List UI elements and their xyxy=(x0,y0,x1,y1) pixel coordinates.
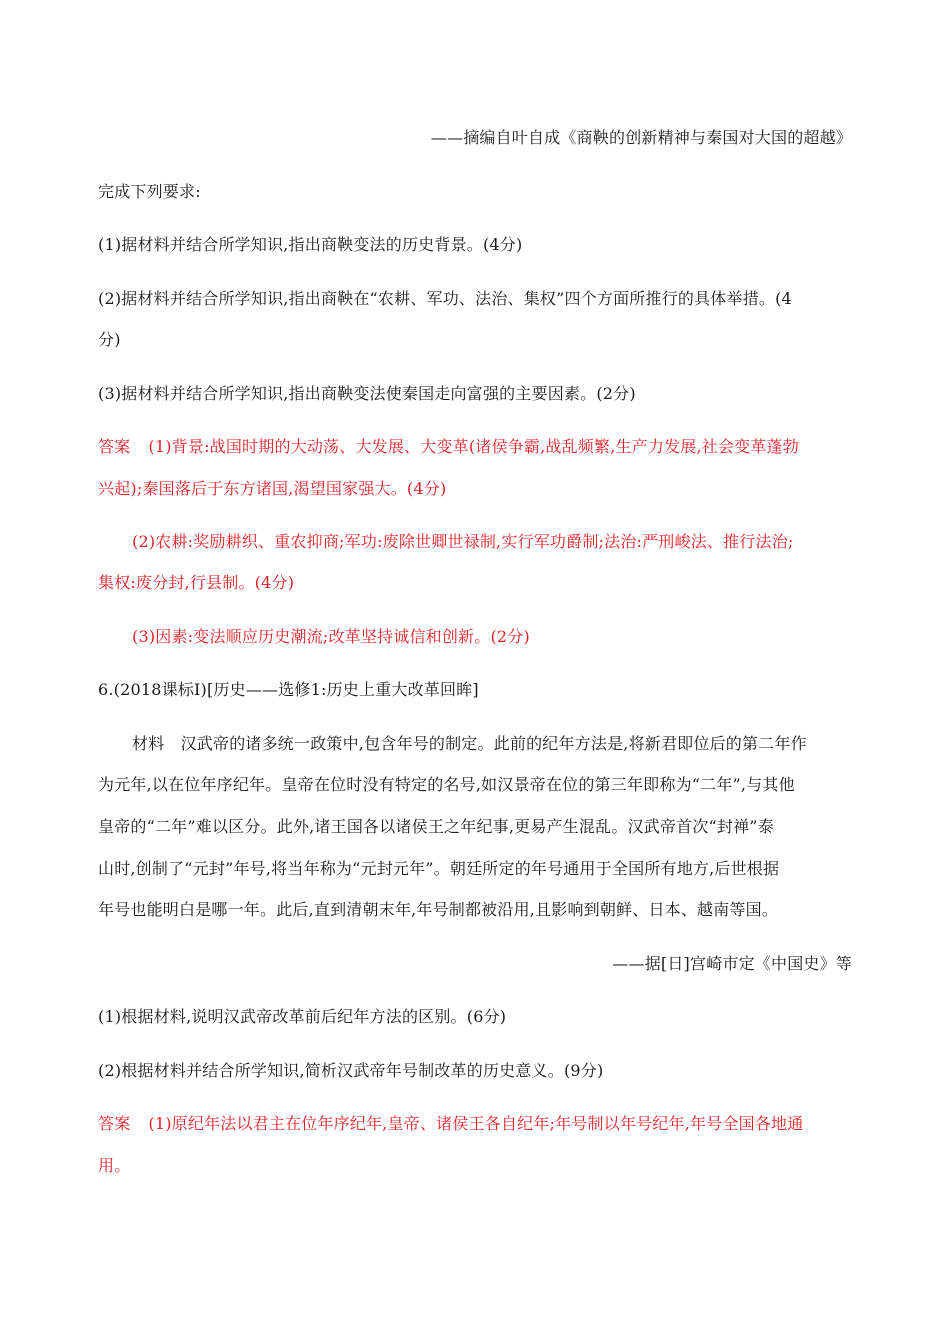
answer-label: 答案 xyxy=(98,1114,131,1133)
answer-2-line-2: 集权:废分封,行县制。(4分) xyxy=(98,573,295,592)
answer-1-text: (1)背景:战国时期的大动荡、大发展、大变革(诸侯争霸,战乱频繁,生产力发展,社会变革蓬勃 xyxy=(148,437,799,456)
citation-top: ——摘编自叶自成《商鞅的创新精神与秦国对大国的超越》 xyxy=(430,128,852,147)
question-3: (3)据材料并结合所学知识,指出商鞅变法使秦国走向富强的主要因素。(2分) xyxy=(98,384,636,403)
question-2-line-1: (2)据材料并结合所学知识,指出商鞅在“农耕、军功、法治、集权”四个方面所推行的具体举措。(4 xyxy=(98,289,792,308)
material-line-4: 山时,创制了“元封”年号,将当年称为“元封元年”。朝廷所定的年号通用于全国所有地方,后世根据 xyxy=(98,859,780,878)
material-line-5: 年号也能明白是哪一年。此后,直到清朝末年,年号制都被沿用,且影响到朝鲜、日本、越南等国。 xyxy=(98,900,779,919)
question-6-heading: 6.(2018课标Ⅰ)[历史——选修1:历史上重大改革回眸] xyxy=(98,680,479,699)
answer-1-line-2: 兴起);秦国落后于东方诸国,渴望国家强大。(4分) xyxy=(98,479,447,498)
answer-6-1-line-1 xyxy=(98,1112,858,1136)
question-6-1: (1)根据材料,说明汉武帝改革前后纪年方法的区别。(6分) xyxy=(98,1007,507,1026)
answer-label: 答案 xyxy=(98,437,131,456)
answer-6-1-line-2: 用。 xyxy=(98,1156,131,1175)
instruction: 完成下列要求: xyxy=(98,182,201,201)
question-1: (1)据材料并结合所学知识,指出商鞅变法的历史背景。(4分) xyxy=(98,235,523,254)
question-2-line-2: 分) xyxy=(98,330,121,349)
citation-mid: ——据[日]宫崎市定《中国史》等 xyxy=(612,954,852,973)
material-line-3: 皇帝的“二年”难以区分。此外,诸王国各以诸侯王之年纪事,更易产生混乱。汉武帝首次“封禅”泰 xyxy=(98,817,774,836)
answer-6-1-text: (1)原纪年法以君主在位年序纪年,皇帝、诸侯王各自纪年;年号制以年号纪年,年号全国各地通 xyxy=(148,1114,804,1133)
answer-3: (3)因素:变法顺应历史潮流;改革坚持诚信和创新。(2分) xyxy=(132,627,530,646)
material-line-2: 为元年,以在位年序纪年。皇帝在位时没有特定的名号,如汉景帝在位的第三年即称为“二年”,与其他 xyxy=(98,775,795,794)
question-6-2: (2)根据材料并结合所学知识,简析汉武帝年号制改革的历史意义。(9分) xyxy=(98,1061,604,1080)
answer-1-line-1 xyxy=(98,435,858,459)
material-line-1: 材料 汉武帝的诸多统一政策中,包含年号的制定。此前的纪年方法是,将新君即位后的第二年作 xyxy=(132,734,807,753)
answer-2-line-1: (2)农耕:奖励耕织、重农抑商;军功:废除世卿世禄制,实行军功爵制;法治:严刑峻法、推行法治; xyxy=(132,532,794,551)
